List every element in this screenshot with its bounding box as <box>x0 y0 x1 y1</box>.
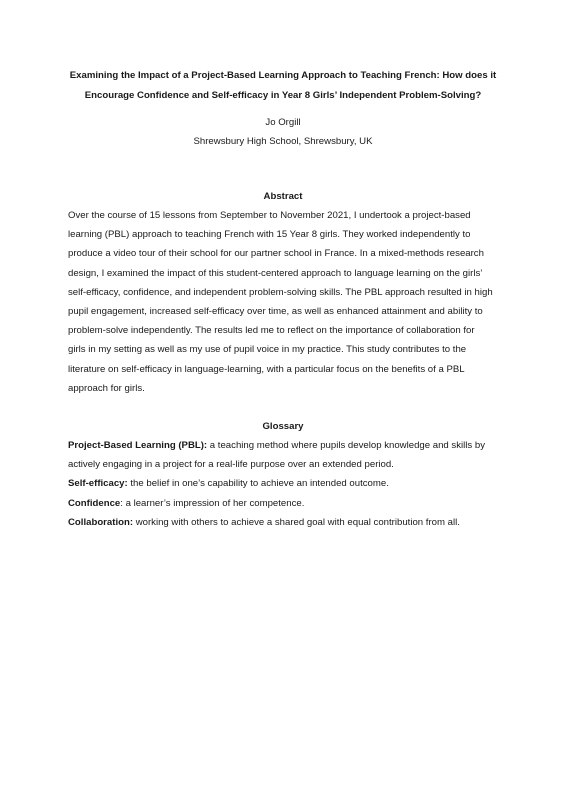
glossary-list <box>68 436 500 532</box>
glossary-definition: : a learner’s impression of her competence. <box>120 497 305 509</box>
abstract-line: Over the course of 15 lessons from September to November 2021, I undertook a project-based <box>68 210 471 221</box>
abstract-line: problem-solve independently. The results led me to reflect on the importance of collaboration for <box>68 325 475 337</box>
glossary-term: Self-efficacy: <box>68 478 128 490</box>
glossary-definition: the belief in one’s capability to achieve an intended outcome. <box>127 478 389 490</box>
glossary-definition: working with others to achieve a shared goal with equal contribution from all. <box>133 516 460 528</box>
abstract-line: learning (PBL) approach to teaching French with 15 Year 8 girls. They worked independently to <box>68 229 471 241</box>
abstract-heading: Abstract <box>263 191 303 202</box>
abstract-body <box>68 206 500 398</box>
abstract-line: approach for girls. <box>68 382 145 394</box>
glossary-entry-confidence <box>68 494 500 513</box>
glossary-definition: a teaching method where pupils develop knowledge and skills by <box>207 440 485 451</box>
abstract-line: produce a video tour of their school for our partner school in France. In a mixed-methods research <box>68 248 484 260</box>
author-affiliation: Shrewsbury High School, Shrewsbury, UK <box>193 136 373 147</box>
glossary-definition-continued: actively engaging in a project for a real-life purpose over an extended period. <box>68 459 394 471</box>
glossary-term: Confidence <box>68 497 121 509</box>
glossary-term: Project-Based Learning (PBL): <box>68 440 208 451</box>
paper-title <box>60 66 506 106</box>
glossary-heading: Glossary <box>262 421 304 432</box>
abstract-line: self-efficacy, confidence, and independent problem-solving skills. The PBL approach resulted in high <box>68 286 493 298</box>
glossary-entry-pbl <box>68 436 500 474</box>
abstract-line: design, I examined the impact of this student-centered approach to language learning on the girls’ <box>68 267 483 279</box>
abstract-line: girls in my setting as well as my use of pupil voice in my practice. This study contributes to the <box>68 344 467 356</box>
glossary-entry-self-efficacy <box>68 474 500 493</box>
glossary-term: Collaboration: <box>68 516 134 528</box>
glossary-entry-collaboration <box>68 513 500 532</box>
abstract-line: pupil engagement, increased self-efficacy over time, as well as enhanced attainment and ability to <box>68 306 483 318</box>
author-name: Jo Orgill <box>265 117 301 128</box>
title-line-2: Encourage Confidence and Self-efficacy in Year 8 Girls’ Independent Problem-Solving? <box>84 90 482 101</box>
abstract-line: literature on self-efficacy in language-learning, with a particular focus on the benefits of a PBL <box>68 363 465 375</box>
title-line-1: Examining the Impact of a Project-Based Learning Approach to Teaching French: How does it <box>69 70 497 81</box>
